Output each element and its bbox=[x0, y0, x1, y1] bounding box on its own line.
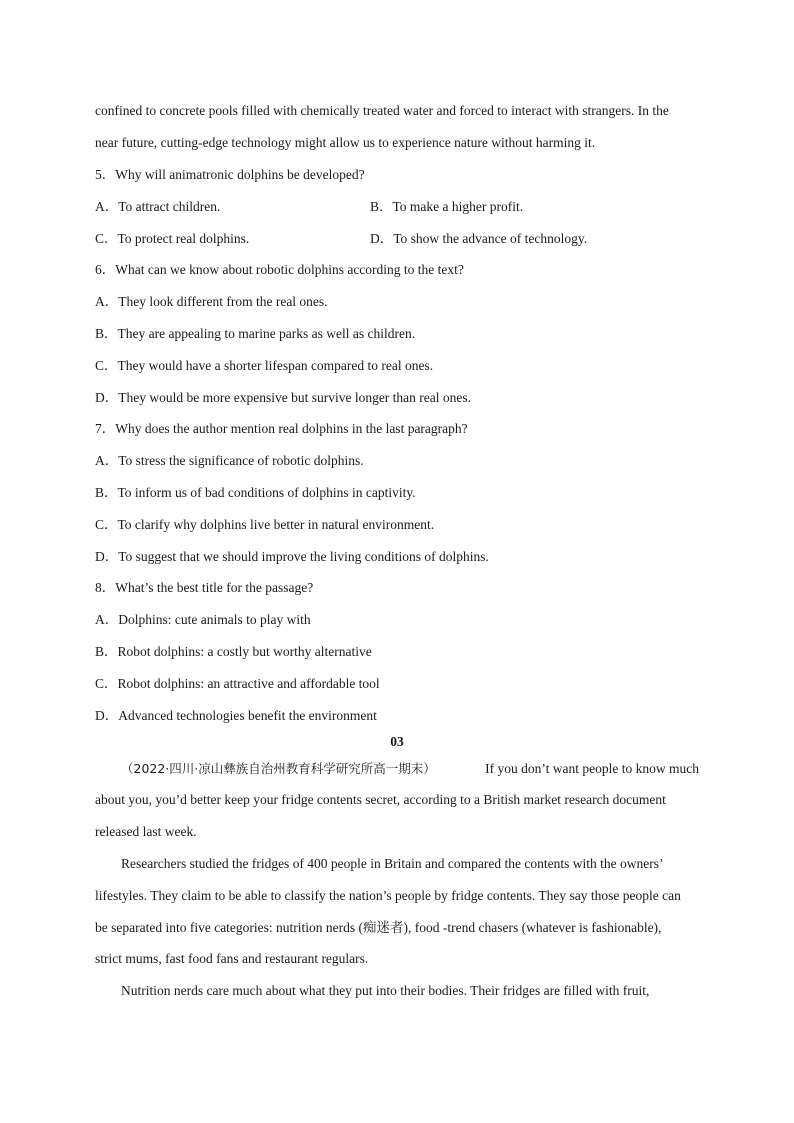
section-number: 03 bbox=[390, 734, 404, 749]
q6-option-b: B．They are appealing to marine parks as well as children. bbox=[95, 326, 416, 341]
section-paragraph-2-line: lifestyles. They claim to be able to classify the nation’s people by fridge contents. They say those people can bbox=[95, 888, 681, 903]
question-5-stem: 5．Why will animatronic dolphins be developed? bbox=[95, 167, 365, 182]
section-paragraph-1-line: released last week. bbox=[95, 824, 197, 839]
section-paragraph-3-line: Nutrition nerds care much about what they put into their bodies. Their fridges are filled with fruit, bbox=[121, 983, 650, 998]
q6-option-c: C．They would have a shorter lifespan compared to real ones. bbox=[95, 358, 434, 373]
q6-option-a: A．They look different from the real ones. bbox=[95, 294, 328, 309]
q5-option-b: B．To make a higher profit. bbox=[370, 199, 524, 214]
q8-option-c: C．Robot dolphins: an attractive and affordable tool bbox=[95, 676, 380, 691]
source-citation: （2022·四川·凉山彝族自治州教育科学研究所高一期末） bbox=[121, 761, 436, 776]
section-paragraph-1-line: about you, you’d better keep your fridge contents secret, according to a British market research document bbox=[95, 792, 666, 807]
q5-option-d: D．To show the advance of technology. bbox=[370, 231, 588, 246]
section-paragraph-2-line: strict mums, fast food fans and restaurant regulars. bbox=[95, 951, 369, 966]
q7-option-c: C．To clarify why dolphins live better in natural environment. bbox=[95, 517, 435, 532]
section-paragraph-2-line: Researchers studied the fridges of 400 people in Britain and compared the contents with the owners’ bbox=[121, 856, 664, 871]
question-7-stem: 7．Why does the author mention real dolphins in the last paragraph? bbox=[95, 421, 468, 436]
question-8-stem: 8．What’s the best title for the passage? bbox=[95, 580, 314, 595]
q5-option-a: A．To attract children. bbox=[95, 199, 221, 214]
q8-option-d: D．Advanced technologies benefit the environment bbox=[95, 708, 377, 723]
question-6-stem: 6．What can we know about robotic dolphins according to the text? bbox=[95, 262, 464, 277]
section-paragraph-2-line: be separated into five categories: nutrition nerds (痴迷者), food -trend chasers (whatever is fashionable), bbox=[95, 920, 662, 935]
q8-option-b: B．Robot dolphins: a costly but worthy alternative bbox=[95, 644, 372, 659]
passage-text-line: near future, cutting-edge technology might allow us to experience nature without harming it. bbox=[95, 135, 596, 150]
passage-text-line: confined to concrete pools filled with chemically treated water and forced to interact with strangers. In the bbox=[95, 103, 669, 118]
q7-option-b: B．To inform us of bad conditions of dolphins in captivity. bbox=[95, 485, 416, 500]
q7-option-d: D．To suggest that we should improve the living conditions of dolphins. bbox=[95, 549, 489, 564]
q5-option-c: C．To protect real dolphins. bbox=[95, 231, 250, 246]
q8-option-a: A．Dolphins: cute animals to play with bbox=[95, 612, 311, 627]
section-paragraph-1-line: （2022·四川·凉山彝族自治州教育科学研究所高一期末） If you don’t want people to know much bbox=[121, 761, 699, 776]
q7-option-a: A．To stress the significance of robotic dolphins. bbox=[95, 453, 364, 468]
q6-option-d: D．They would be more expensive but survive longer than real ones. bbox=[95, 390, 472, 405]
